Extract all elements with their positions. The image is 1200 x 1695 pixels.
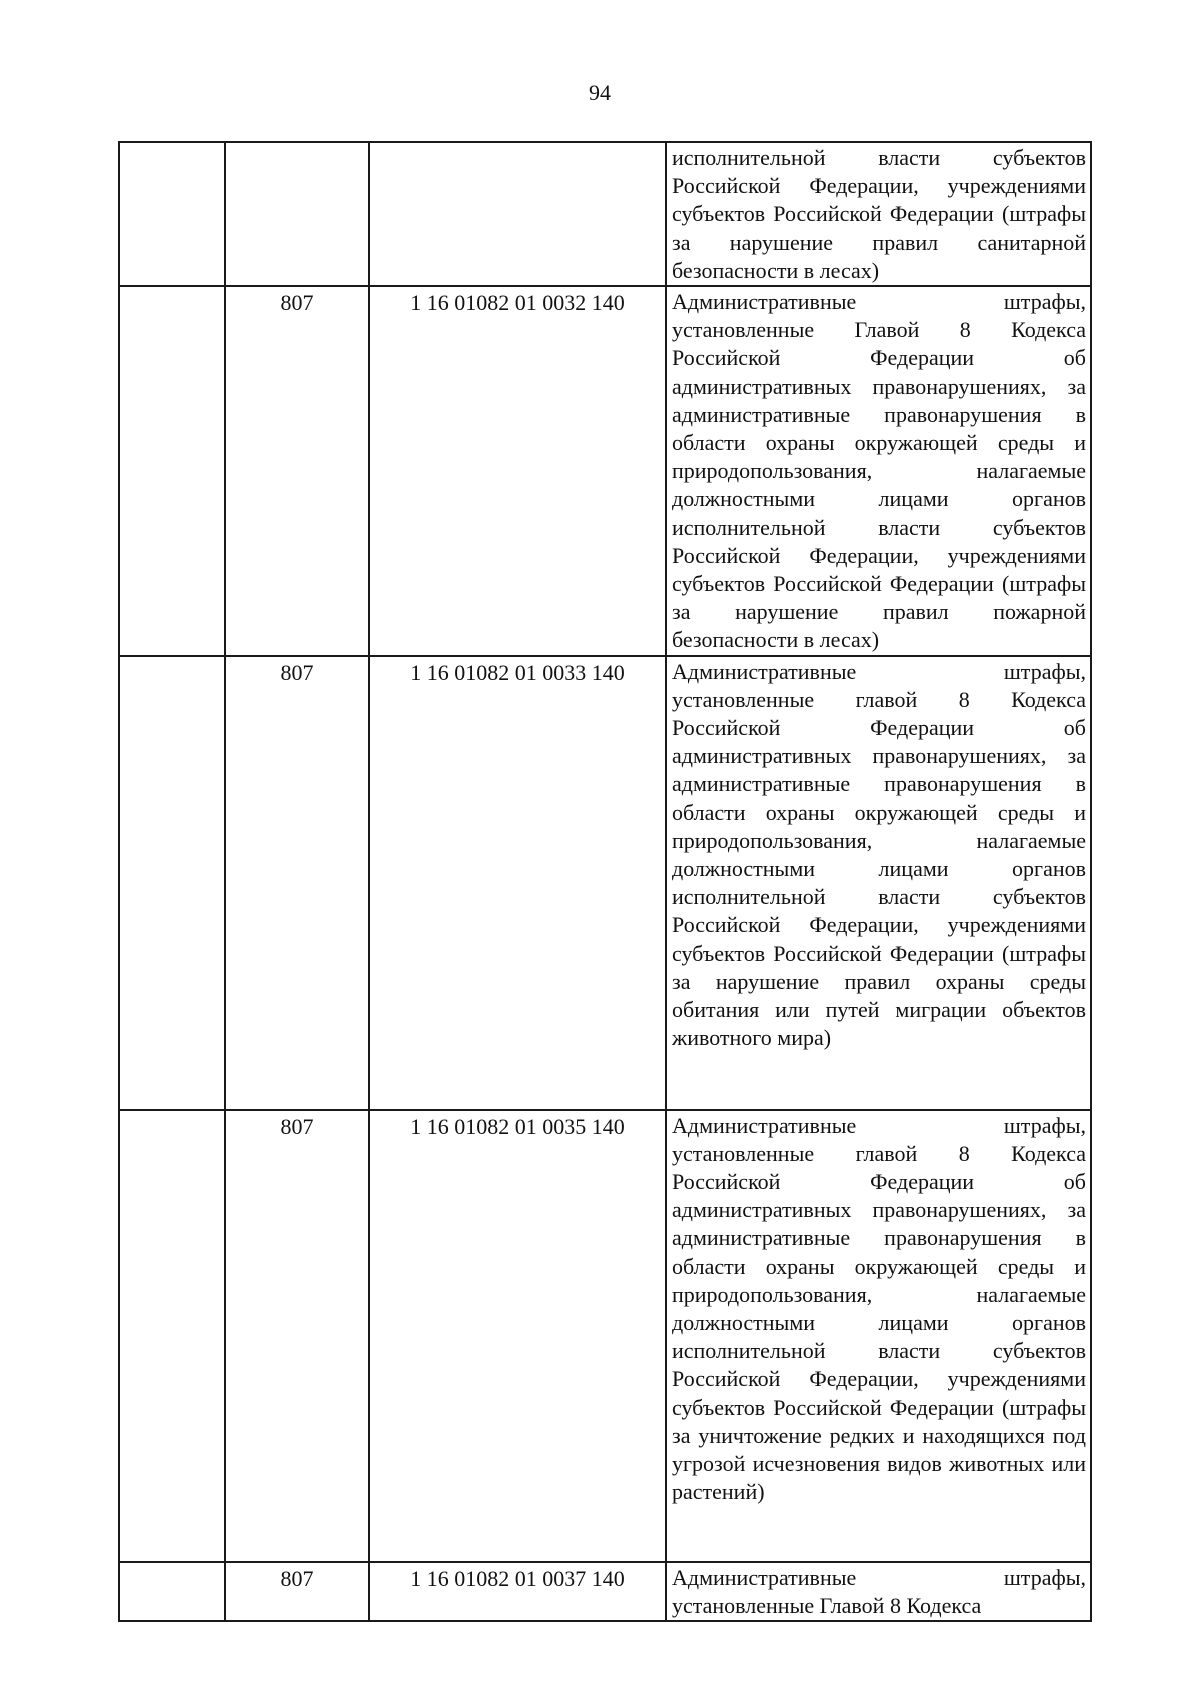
description-cell: Административные штрафы, установленные Главой 8 Кодекса <box>666 1562 1091 1621</box>
table-row <box>119 142 1091 286</box>
kbk-code-cell <box>369 142 666 286</box>
empty-cell <box>119 1562 225 1621</box>
kbk-code-cell: 1 16 01082 01 0033 140 <box>369 656 666 1110</box>
empty-cell <box>119 286 225 656</box>
description-cell: Административные штрафы, установленные Главой 8 Кодекса Российской Федерации об административных правонарушениях, за административные правонарушения в области охраны окружающей среды и природопользования, налагаемые должностными лицами органов исполнительной власти субъектов Российской Федерации, учреждениями субъектов Российской Федерации (штрафы за нарушение правил пожарной безопасности в лесах) <box>666 286 1091 656</box>
table-row <box>119 1562 1091 1621</box>
table-row <box>119 1110 1091 1562</box>
table-row <box>119 656 1091 1110</box>
admin-code-cell: 807 <box>225 656 369 1110</box>
kbk-code-cell: 1 16 01082 01 0035 140 <box>369 1110 666 1562</box>
description-cell: исполнительной власти субъектов Российской Федерации, учреждениями субъектов Российской Федерации (штрафы за нарушение правил санитарной безопасности в лесах) <box>666 142 1091 286</box>
empty-cell <box>119 656 225 1110</box>
description-cell: Административные штрафы, установленные главой 8 Кодекса Российской Федерации об административных правонарушениях, за административные правонарушения в области охраны окружающей среды и природопользования, налагаемые должностными лицами органов исполнительной власти субъектов Российской Федерации, учреждениями субъектов Российской Федерации (штрафы за нарушение правил охраны среды обитания или путей миграции объектов животного мира) <box>666 656 1091 1110</box>
budget-codes-table <box>118 141 1092 1622</box>
admin-code-cell: 807 <box>225 1562 369 1621</box>
admin-code-cell: 807 <box>225 286 369 656</box>
page-number: 94 <box>589 80 611 105</box>
kbk-code-cell: 1 16 01082 01 0032 140 <box>369 286 666 656</box>
admin-code-cell: 807 <box>225 1110 369 1562</box>
empty-cell <box>119 1110 225 1562</box>
table-row <box>119 286 1091 656</box>
admin-code-cell <box>225 142 369 286</box>
empty-cell <box>119 142 225 286</box>
kbk-code-cell: 1 16 01082 01 0037 140 <box>369 1562 666 1621</box>
description-cell: Административные штрафы, установленные главой 8 Кодекса Российской Федерации об административных правонарушениях, за административные правонарушения в области охраны окружающей среды и природопользования, налагаемые должностными лицами органов исполнительной власти субъектов Российской Федерации, учреждениями субъектов Российской Федерации (штрафы за уничтожение редких и находящихся под угрозой исчезновения видов животных или растений) <box>666 1110 1091 1562</box>
